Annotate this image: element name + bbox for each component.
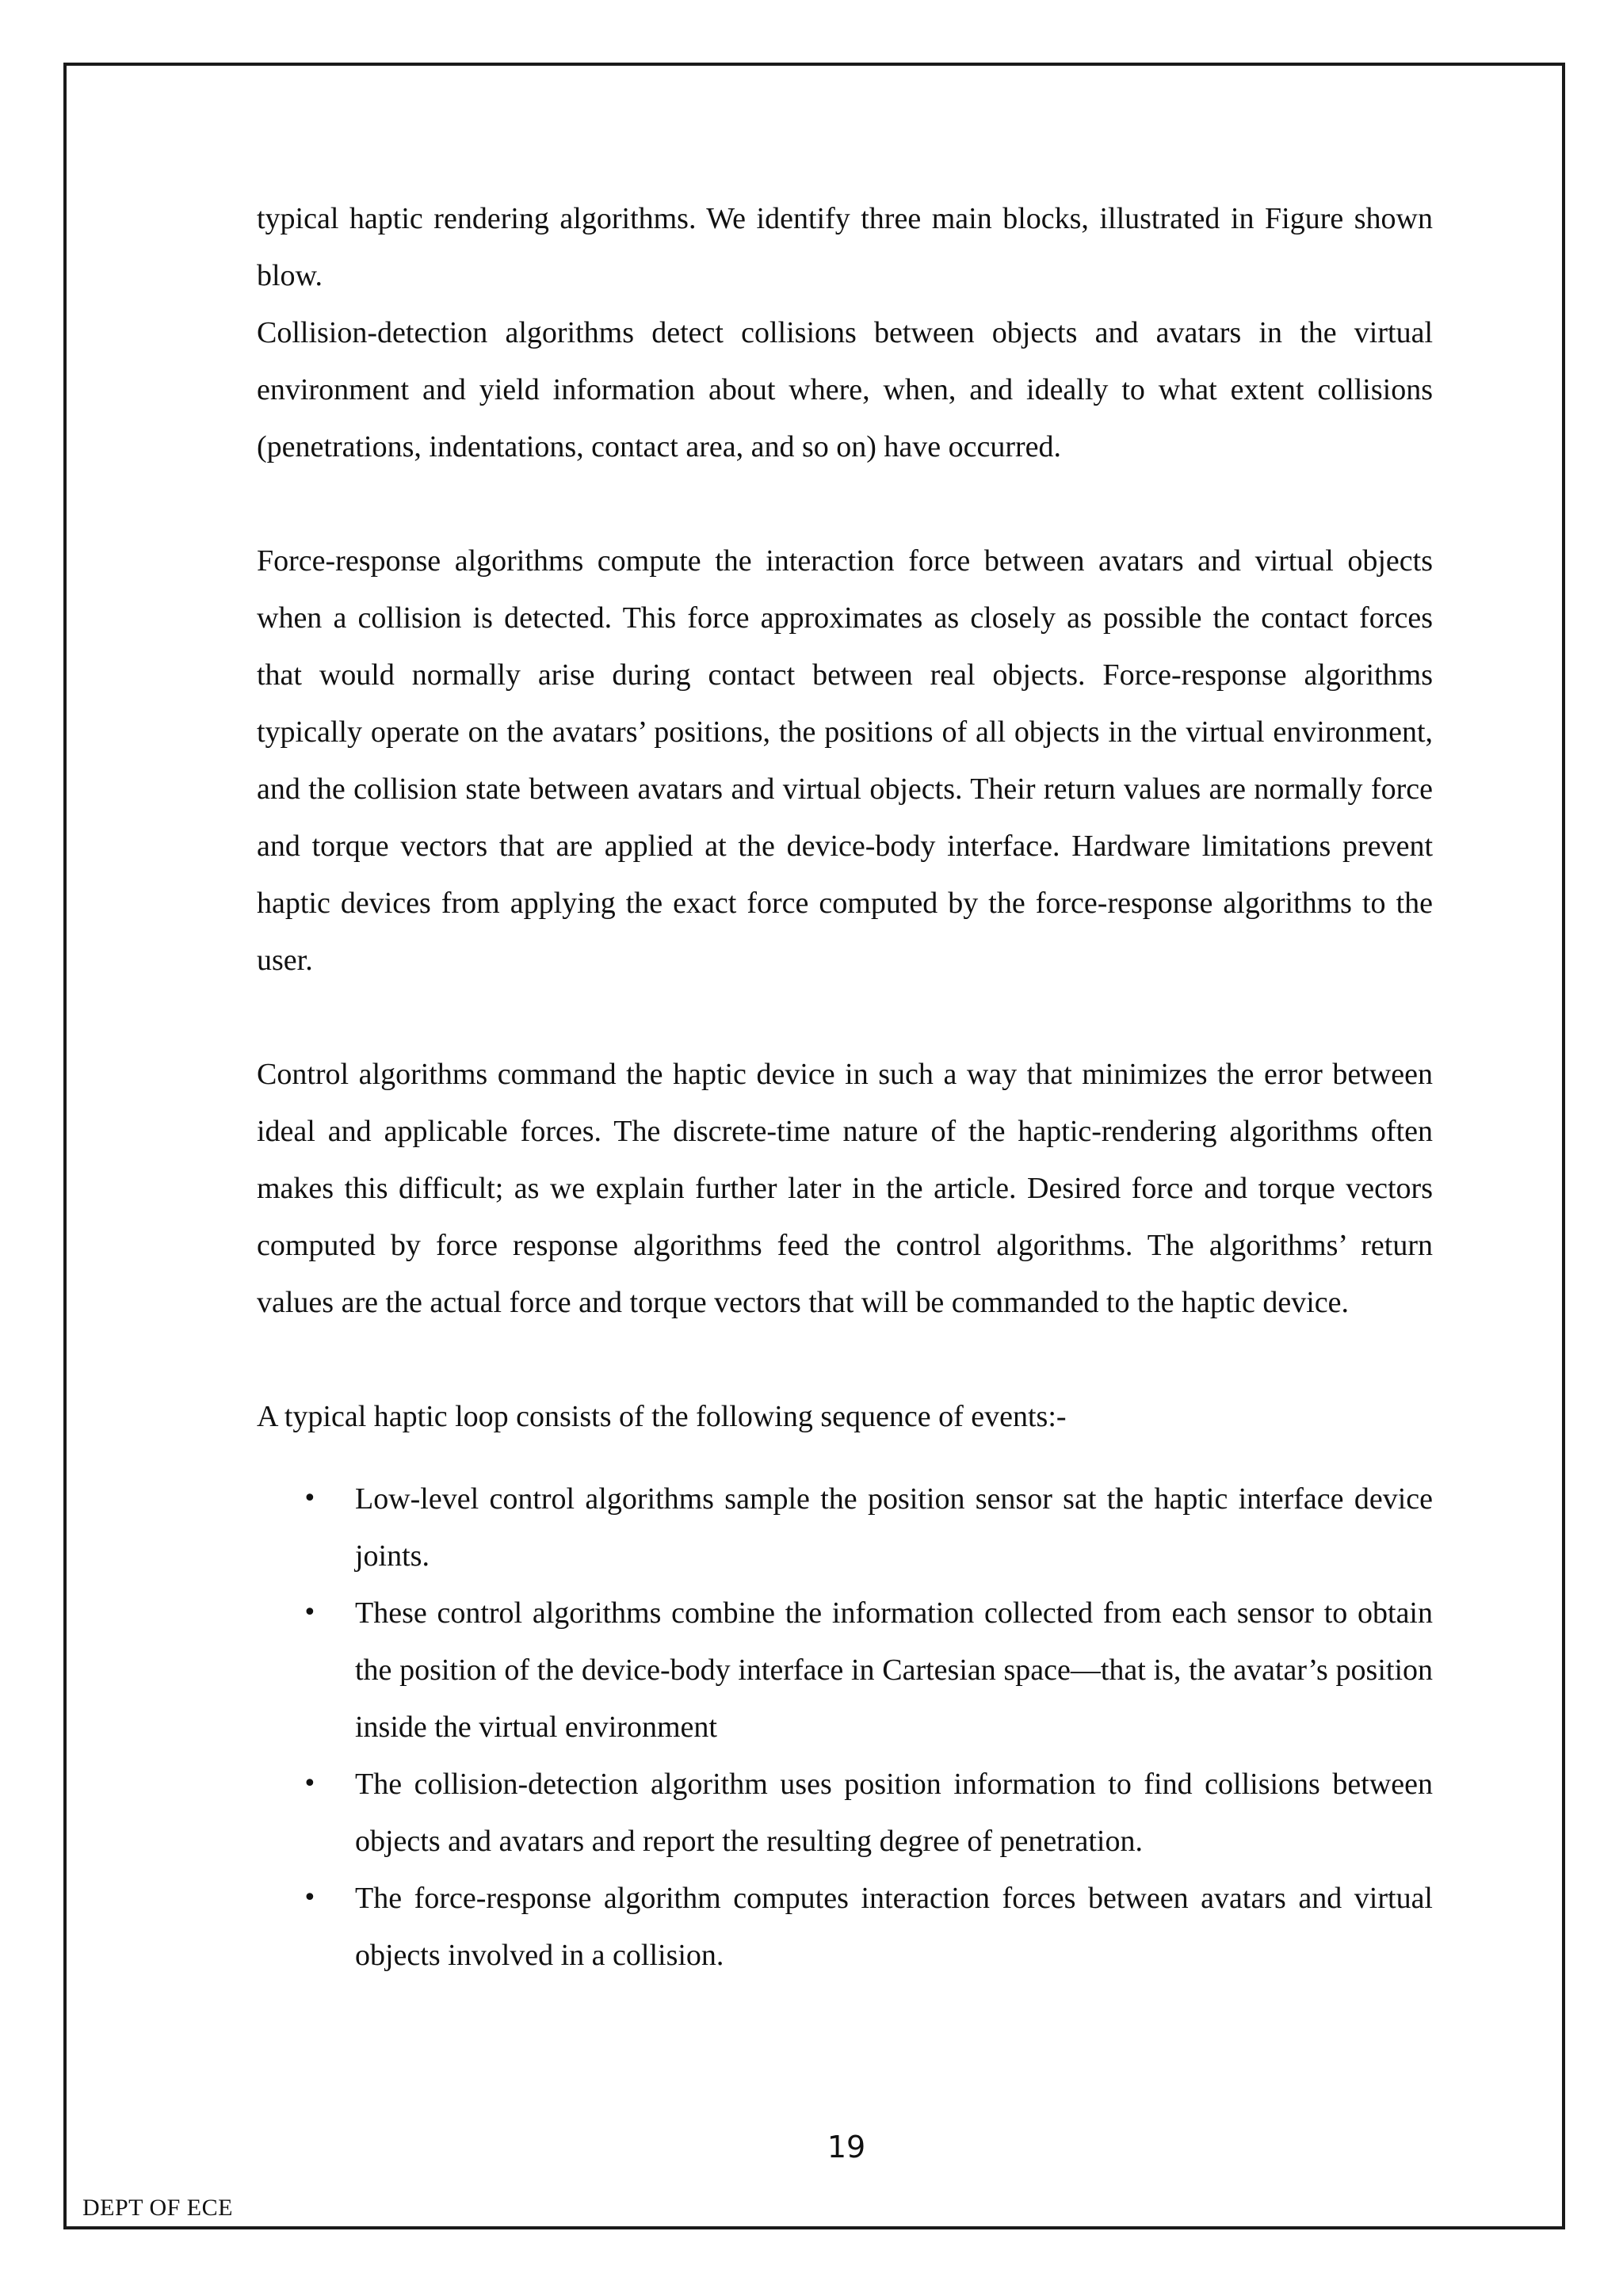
paragraph-control: Control algorithms command the haptic device in such a way that minimizes the error between ideal and applicable forces. The discrete-time nature of the haptic-rendering algorithms often makes this difficult; as we explain further later in the article. Desired force and torque vectors computed by force response algorithms feed the control algorithms. The algorithms’ return values are the actual force and torque vectors that will be commanded to the haptic device. bbox=[257, 1058, 1433, 1319]
list-item-text: Low-level control algorithms sample the position sensor sat the haptic interface device joints. bbox=[355, 1482, 1433, 1573]
paragraph-collision-detection: Collision-detection algorithms detect collisions between objects and avatars in the virtual environment and yield information about where, when, and ideally to what extent collisions (penetrations, indentations, contact area, and so on) have occurred. bbox=[257, 316, 1433, 463]
list-item bbox=[257, 1585, 1433, 1756]
paragraph-spacer bbox=[257, 1331, 1433, 1388]
list-item bbox=[257, 1870, 1433, 1984]
document-body bbox=[257, 190, 1433, 1984]
bullet-icon: • bbox=[303, 1884, 317, 1912]
paragraph-force-response: Force-response algorithms compute the interaction force between avatars and virtual objects when a collision is detected. This force approximates as closely as possible the contact forces that would normally arise during contact between real objects. Force-response algorithms typically operate on the avatars’ positions, the positions of all objects in the virtual environment, and the collision state between avatars and virtual objects. Their return values are normally force and torque vectors that are applied at the device-body interface. Hardware limitations prevent haptic devices from applying the exact force computed by the force-response algorithms to the user. bbox=[257, 544, 1433, 977]
bullet-icon: • bbox=[303, 1485, 317, 1512]
paragraph-spacer bbox=[257, 475, 1433, 532]
page-number: 19 bbox=[827, 2130, 866, 2164]
bullet-icon: • bbox=[303, 1770, 317, 1798]
list-item-text: These control algorithms combine the information collected from each sensor to obtain the position of the device-body interface in Cartesian space—that is, the avatar’s position inside the virtual environment bbox=[355, 1596, 1433, 1744]
footer-department: DEPT OF ECE bbox=[82, 2195, 233, 2221]
list-item-text: The collision-detection algorithm uses position information to find collisions between objects and avatars and report the resulting degree of penetration. bbox=[355, 1768, 1433, 1858]
list-item-text: The force-response algorithm computes interaction forces between avatars and virtual objects involved in a collision. bbox=[355, 1882, 1433, 1972]
paragraph-loop-intro: A typical haptic loop consists of the following sequence of events:- bbox=[257, 1400, 1067, 1433]
paragraph-spacer bbox=[257, 989, 1433, 1046]
list-item bbox=[257, 1756, 1433, 1870]
list-item bbox=[257, 1470, 1433, 1585]
paragraph-intro: typical haptic rendering algorithms. We identify three main blocks, illustrated in Figure shown blow. bbox=[257, 202, 1433, 292]
bullet-icon: • bbox=[303, 1599, 317, 1627]
haptic-loop-list bbox=[257, 1470, 1433, 1984]
